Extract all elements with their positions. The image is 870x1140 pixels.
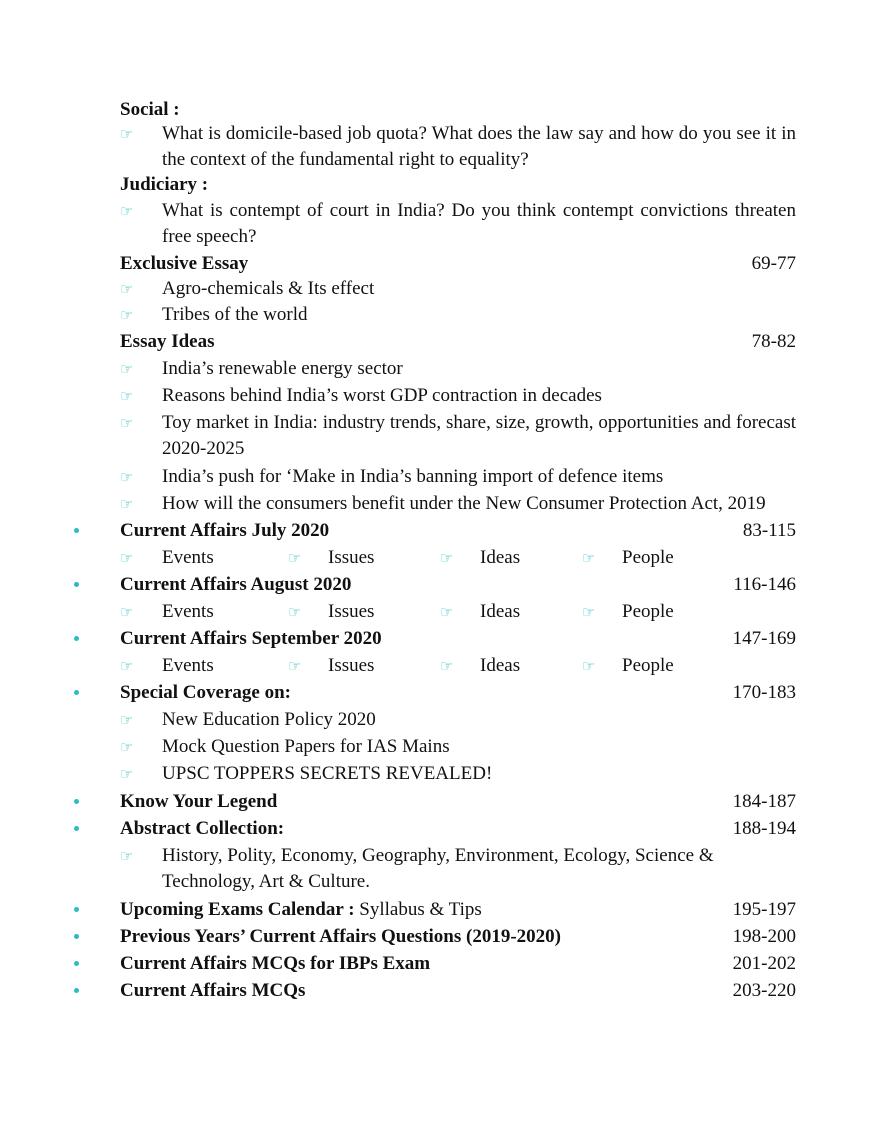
list-item-text: Agro-chemicals & Its effect (162, 278, 375, 299)
section-heading-judiciary: Judiciary : (120, 174, 209, 195)
list-item-text: Mock Question Papers for IAS Mains (162, 736, 450, 757)
toc-entry-title: Previous Years’ Current Affairs Questions (2019-2020) (120, 926, 561, 947)
section-heading-social: Social : (120, 99, 180, 120)
toc-entry-title: Current Affairs MCQs for IBPs Exam (120, 953, 431, 974)
subitem-label: Events (162, 601, 214, 622)
page-range: 188-194 (732, 818, 796, 839)
subitem-label: People (622, 547, 674, 568)
page-range: 147-169 (732, 628, 796, 649)
toc-entry-title: Current Affairs July 2020 (120, 520, 330, 541)
toc-entry-exclusive-essay[interactable] (120, 251, 796, 277)
toc-entry-title: Current Affairs MCQs (120, 980, 306, 1001)
pointing-hand-icon: ☞ (120, 306, 134, 324)
toc-entry-title: Upcoming Exams Calendar : (120, 899, 355, 920)
toc-entry-essay-ideas[interactable] (120, 329, 796, 355)
toc-entry-title: Know Your Legend (120, 791, 278, 812)
toc-entry-abstract-collection[interactable] (120, 816, 796, 842)
toc-entry-subtitle: Syllabus & Tips (354, 899, 482, 920)
pointing-hand-icon: ☞ (120, 657, 134, 675)
page-range: 184-187 (732, 791, 796, 812)
toc-entry-ca-september[interactable] (120, 626, 796, 652)
list-item-text: How will the consumers benefit under the New Consumer Protection Act, 2019 (162, 493, 766, 514)
pointing-hand-icon: ☞ (120, 603, 134, 621)
pointing-hand-icon: ☞ (120, 765, 134, 783)
pointing-hand-icon: ☞ (582, 657, 596, 675)
toc-entry-title: Special Coverage on: (120, 682, 291, 703)
dot-bullet-icon (74, 988, 82, 996)
dot-bullet-icon (74, 690, 82, 698)
pointing-hand-icon: ☞ (120, 711, 134, 729)
toc-entry-mcqs[interactable] (120, 978, 796, 1004)
pointing-hand-icon: ☞ (120, 414, 134, 432)
list-item-text: Reasons behind India’s worst GDP contraction in decades (162, 385, 602, 406)
toc-entry-title: Exclusive Essay (120, 253, 249, 274)
page-range: 83-115 (742, 520, 796, 541)
dot-bullet-icon (74, 636, 82, 644)
pointing-hand-icon: ☞ (582, 549, 596, 567)
dot-bullet-icon (74, 826, 82, 834)
list-item-text: New Education Policy 2020 (162, 709, 376, 730)
page-range: 69-77 (751, 253, 796, 274)
toc-entry-special-coverage[interactable] (120, 680, 796, 706)
pointing-hand-icon: ☞ (120, 280, 134, 298)
toc-entry-previous-years[interactable] (120, 924, 796, 950)
subitem-label: Events (162, 655, 214, 676)
subitem-label: Ideas (480, 655, 521, 676)
dot-bullet-icon (74, 528, 82, 536)
page-range: 203-220 (732, 980, 796, 1001)
toc-entry-mcqs-ibps[interactable] (120, 951, 796, 977)
pointing-hand-icon: ☞ (120, 738, 134, 756)
page-range: 198-200 (732, 926, 796, 947)
subitem-label: Ideas (480, 547, 521, 568)
pointing-hand-icon: ☞ (120, 549, 134, 567)
subitem-label: Issues (328, 547, 375, 568)
pointing-hand-icon: ☞ (440, 657, 454, 675)
list-item-text: India’s push for ‘Make in India’s banning import of defence items (162, 466, 664, 487)
pointing-hand-icon: ☞ (120, 387, 134, 405)
toc-entry-know-your-legend[interactable] (120, 789, 796, 815)
subitem-label: Issues (328, 601, 375, 622)
subitem-label: Events (162, 547, 214, 568)
pointing-hand-icon: ☞ (120, 495, 134, 513)
toc-entry-title: Current Affairs September 2020 (120, 628, 382, 649)
toc-entry-title: Abstract Collection: (120, 818, 285, 839)
page-range: 116-146 (733, 574, 796, 595)
pointing-hand-icon: ☞ (120, 202, 134, 220)
subitem-label: Issues (328, 655, 375, 676)
subitem-label: Ideas (480, 601, 521, 622)
list-item-text: Toy market in India: industry trends, share, size, growth, opportunities and forecast 2020-2025 (162, 412, 796, 459)
pointing-hand-icon: ☞ (120, 360, 134, 378)
dot-bullet-icon (74, 961, 82, 969)
pointing-hand-icon: ☞ (440, 549, 454, 567)
page-range: 78-82 (751, 331, 796, 352)
list-item-text: UPSC TOPPERS SECRETS REVEALED! (162, 763, 493, 784)
dot-bullet-icon (74, 907, 82, 915)
page-range: 195-197 (732, 899, 796, 920)
list-item-text: India’s renewable energy sector (162, 358, 403, 379)
subitem-label: People (622, 655, 674, 676)
toc-entry-ca-july[interactable] (120, 518, 796, 544)
toc-entry-upcoming-exams[interactable] (120, 897, 796, 923)
toc-entry-title: Current Affairs August 2020 (120, 574, 352, 595)
pointing-hand-icon: ☞ (288, 603, 302, 621)
toc-entry-title: Essay Ideas (120, 331, 215, 352)
list-item-text: History, Polity, Economy, Geography, Environment, Ecology, Science & Technology, Art & Culture. (162, 845, 714, 892)
pointing-hand-icon: ☞ (440, 603, 454, 621)
pointing-hand-icon: ☞ (120, 125, 134, 143)
pointing-hand-icon: ☞ (120, 468, 134, 486)
list-item-text: What is domicile-based job quota? What does the law say and how do you see it in the context of the fundamental right to equality? (162, 123, 796, 170)
list-item-text: Tribes of the world (162, 304, 308, 325)
subitem-label: People (622, 601, 674, 622)
pointing-hand-icon: ☞ (288, 657, 302, 675)
dot-bullet-icon (74, 934, 82, 942)
pointing-hand-icon: ☞ (582, 603, 596, 621)
toc-entry-ca-august[interactable] (120, 572, 796, 598)
page-range: 170-183 (732, 682, 796, 703)
page-range: 201-202 (732, 953, 796, 974)
dot-bullet-icon (74, 799, 82, 807)
list-item-text: What is contempt of court in India? Do you think contempt convictions threaten free speech? (162, 200, 796, 247)
dot-bullet-icon (74, 582, 82, 590)
pointing-hand-icon: ☞ (288, 549, 302, 567)
pointing-hand-icon: ☞ (120, 847, 134, 865)
